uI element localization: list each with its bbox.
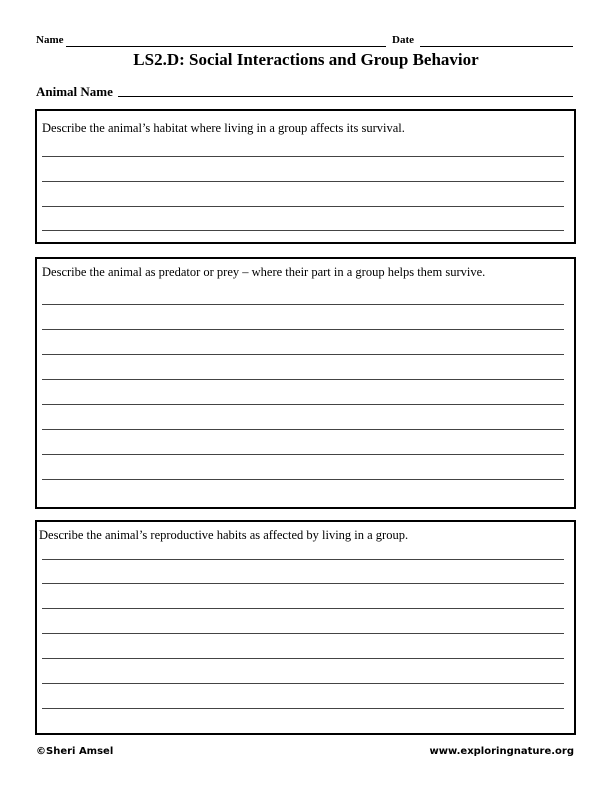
reproductive-section — [35, 520, 576, 735]
writing-line[interactable] — [42, 559, 564, 560]
predator-prey-prompt: Describe the animal as predator or prey – where their part in a group helps them survive. — [42, 265, 486, 279]
writing-line[interactable] — [42, 708, 564, 709]
animal-name-label: Animal Name — [36, 84, 113, 99]
writing-line[interactable] — [42, 379, 564, 380]
habitat-prompt: Describe the animal’s habitat where living in a group affects its survival. — [42, 121, 405, 135]
writing-line[interactable] — [42, 404, 564, 405]
writing-line[interactable] — [42, 479, 564, 480]
writing-line[interactable] — [42, 454, 564, 455]
writing-line[interactable] — [42, 156, 564, 157]
predator-prey-section — [35, 257, 576, 509]
habitat-section — [35, 109, 576, 244]
writing-line[interactable] — [42, 230, 564, 231]
website-text: www.exploringnature.org — [429, 746, 574, 757]
copyright-text: ©Sheri Amsel — [36, 746, 114, 757]
page-title: LS2.D: Social Interactions and Group Behavior — [133, 50, 479, 69]
name-label: Name — [36, 34, 64, 46]
writing-line[interactable] — [42, 304, 564, 305]
writing-line[interactable] — [42, 429, 564, 430]
writing-line[interactable] — [42, 583, 564, 584]
writing-line[interactable] — [42, 608, 564, 609]
writing-line[interactable] — [42, 633, 564, 634]
name-field[interactable] — [66, 35, 386, 47]
writing-line[interactable] — [42, 658, 564, 659]
reproductive-prompt: Describe the animal’s reproductive habits as affected by living in a group. — [39, 528, 409, 542]
date-label: Date — [392, 34, 414, 46]
date-field[interactable] — [420, 35, 573, 47]
writing-line[interactable] — [42, 329, 564, 330]
writing-line[interactable] — [42, 181, 564, 182]
animal-name-field[interactable] — [118, 84, 573, 97]
writing-line[interactable] — [42, 206, 564, 207]
writing-line[interactable] — [42, 354, 564, 355]
writing-line[interactable] — [42, 683, 564, 684]
